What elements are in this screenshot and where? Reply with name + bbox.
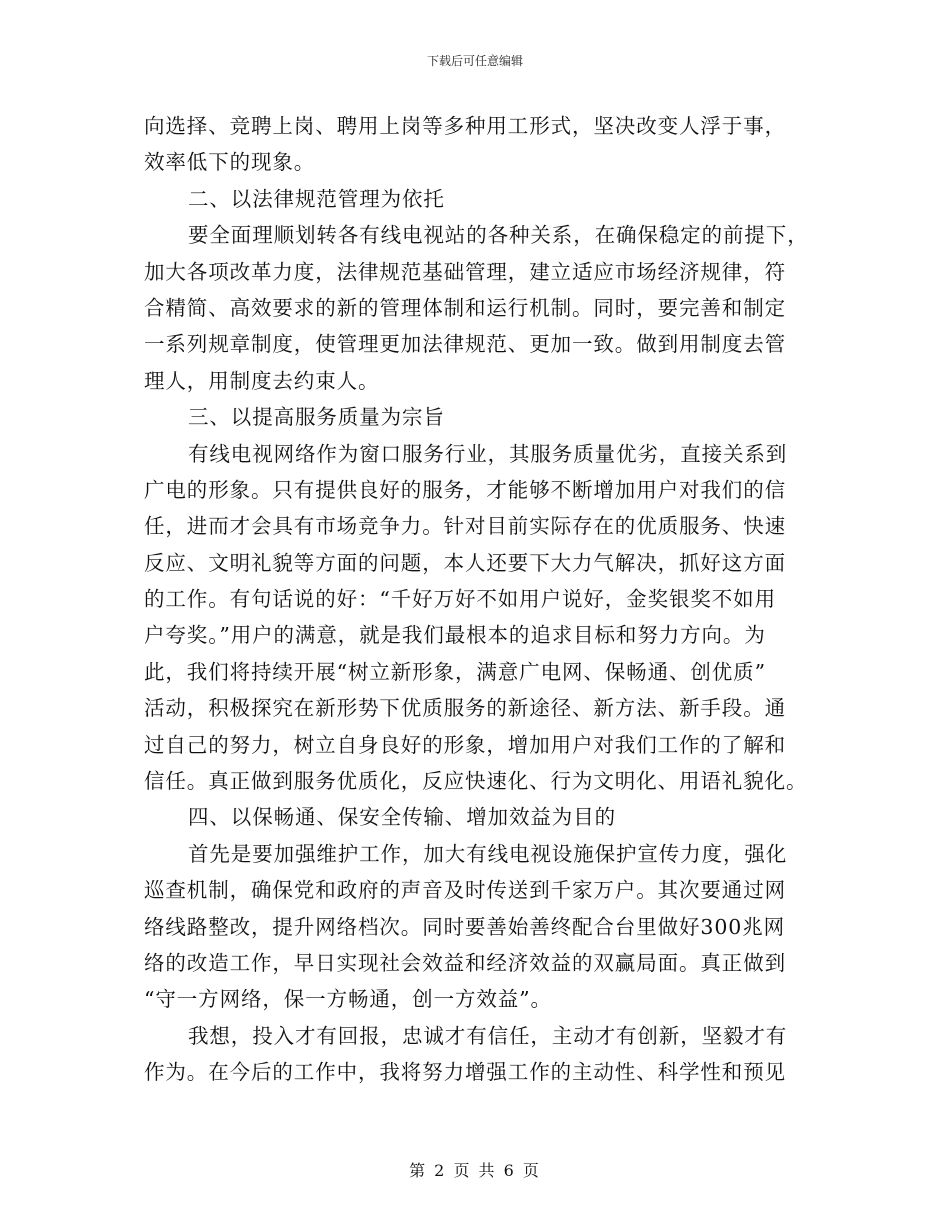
text-line: 效率低下的现象。: [144, 150, 316, 175]
text-line: 巡查机制，确保党和政府的声音及时传送到千家万户。其次要通过网: [144, 878, 786, 903]
text-line: 广电的形象。只有提供良好的服务，才能够不断增加用户对我们的信: [144, 477, 786, 502]
section-heading: 四、以保畅通、保安全传输、增加效益为目的: [188, 805, 616, 830]
text-line: “守一方网络，保一方畅通，创一方效益”。: [144, 987, 552, 1012]
document-body: [144, 108, 809, 1091]
text-line: 任，进而才会具有市场竞争力。针对目前实际存在的优质服务、快速: [144, 514, 786, 539]
text-line: 络线路整改，提升网络档次。同时要善始善终配合台里做好300兆网: [144, 914, 786, 939]
text-line: 向选择、竞聘上岗、聘用上岗等多种用工形式，坚决改变人浮于事，: [144, 114, 786, 138]
text-line: 活动，积极探究在新形势下优质服务的新途径、新方法、新手段。通: [144, 696, 786, 721]
text-line: 络的改造工作，早日实现社会效益和经济效益的双赢局面。真正做到: [144, 950, 786, 975]
text-line: 一系列规章制度，使管理更加法律规范、更加一致。做到用制度去管: [144, 332, 786, 357]
text-line: 的工作。有句话说的好：“千好万好不如用户说好，金奖银奖不如用: [144, 587, 776, 612]
text-line: 加大各项改革力度，法律规范基础管理，建立适应市场经济规律，符: [144, 259, 786, 284]
page-header-note: 下载后可任意编辑: [426, 54, 523, 68]
text-line: 反应、文明礼貌等方面的问题，本人还要下大力气解决，抓好这方面: [144, 550, 786, 575]
paragraph-start-line: 有线电视网络作为窗口服务行业，其服务质量优劣，直接关系到: [188, 441, 788, 466]
text-line: 此，我们将持续开展“树立新形象，满意广电网、保畅通、创优质”: [144, 659, 766, 684]
paragraph-start-line: 我想，投入才有回报，忠诚才有信任，主动才有创新，坚毅才有: [188, 1023, 788, 1048]
text-line: 过自己的努力，树立自身良好的形象，增加用户对我们工作的了解和: [144, 732, 786, 757]
text-line: 理人，用制度去约束人。: [144, 368, 380, 393]
paragraph-start-line: 首先是要加强维护工作，加大有线电视设施保护宣传力度，强化: [188, 841, 788, 866]
paragraph-start-line: 要全面理顺划转各有线电视站的各种关系，在确保稳定的前提下，: [188, 223, 809, 248]
section-heading: 二、以法律规范管理为依托: [188, 186, 445, 211]
text-line: 信任。真正做到服务优质化，反应快速化、行为文明化、用语礼貌化。: [144, 769, 808, 794]
page-number: 第 2 页 共 6 页: [409, 1161, 541, 1180]
section-heading: 三、以提高服务质量为宗旨: [188, 405, 445, 430]
text-line: 作为。在今后的工作中，我将努力增强工作的主动性、科学性和预见: [144, 1060, 786, 1085]
text-line: 合精简、高效要求的新的管理体制和运行机制。同时，要完善和制定: [144, 295, 786, 320]
text-line: 户夸奖。”用户的满意，就是我们最根本的追求目标和努力方向。为: [144, 623, 766, 648]
